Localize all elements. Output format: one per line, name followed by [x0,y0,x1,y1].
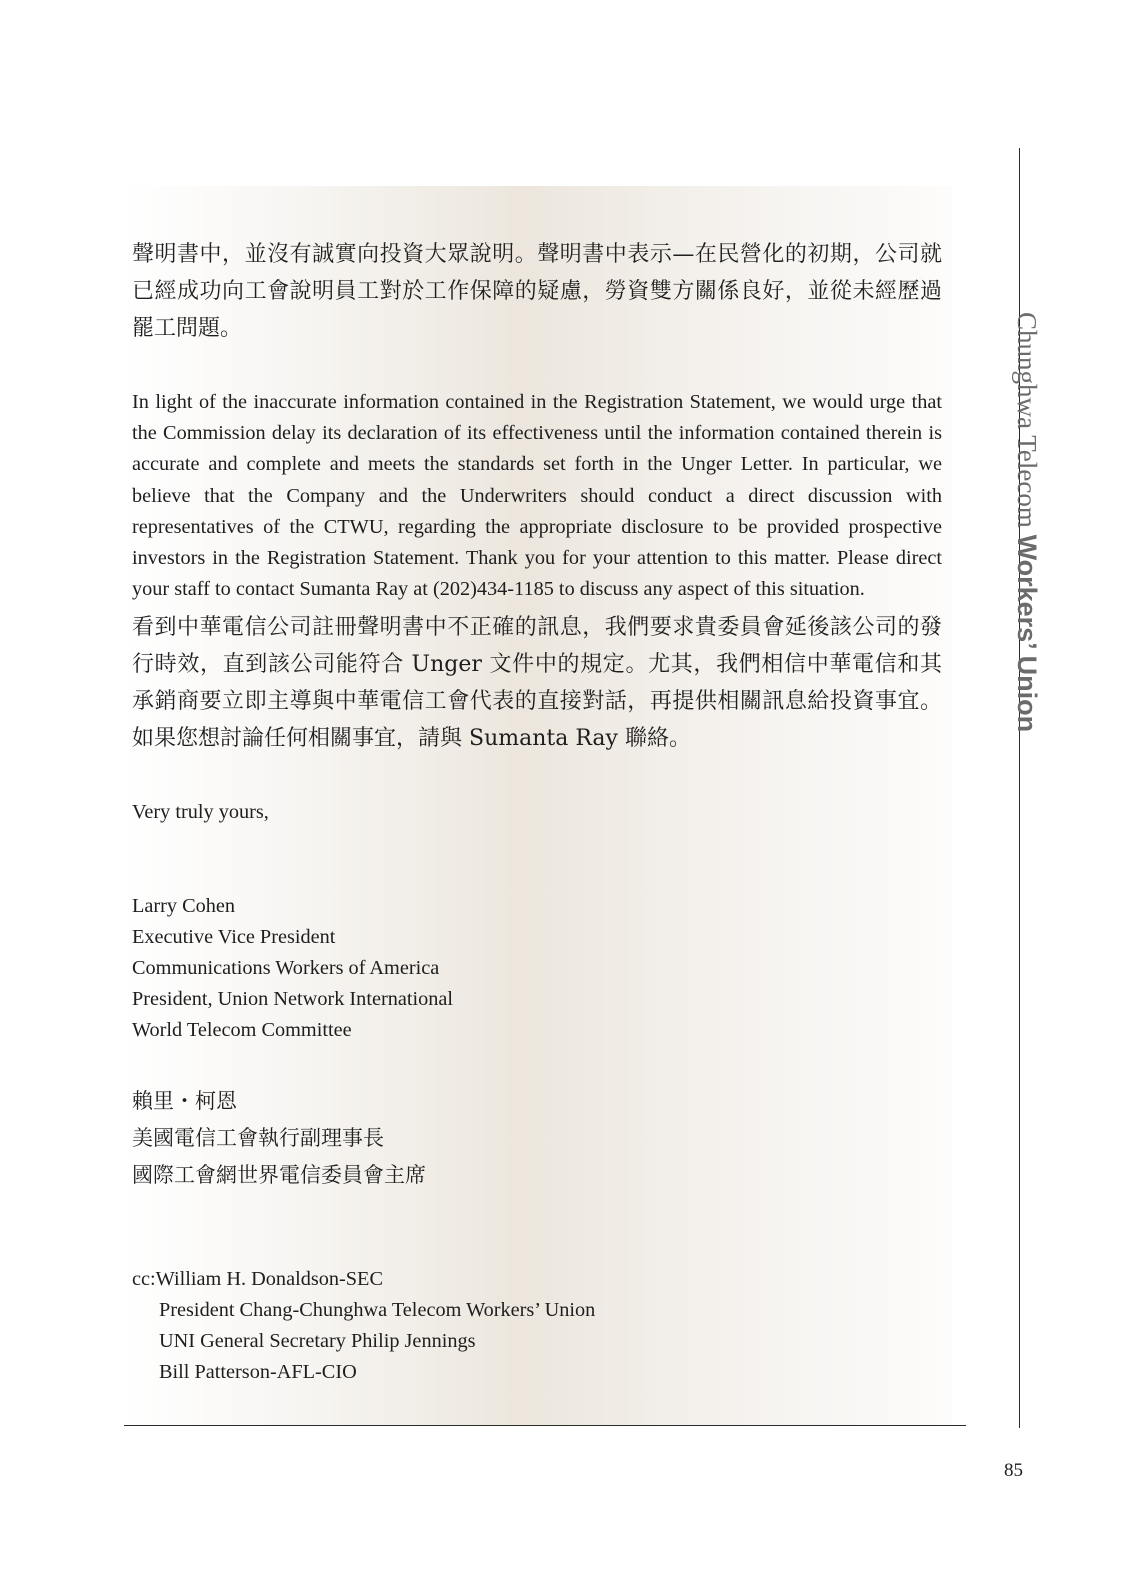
zh-paragraph-1: 聲明書中，並沒有誠實向投資大眾說明。聲明書中表示—在民營化的初期，公司就已經成功向工會說明員工對於工作保障的疑慮，勞資雙方關係良好，並從未經歷過罷工問題。 [132,242,942,341]
signature-zh-block [132,1083,942,1194]
signature-organization: Communications Workers of America [132,957,440,980]
en-paragraph: In light of the inaccurate information contained in the Registration Statement, we would urge that the Commission delay its declaration of its effectiveness until the information contained therein is accurate and complete and meets the standards set forth in the Unger Letter. In particular, we believe that the Company and the Underwriters should conduct a direct discussion with representatives of the CTWU, regarding the appropriate disclosure to be provided prospective investors in the Registration Statement. Thank you for your attention to this matter. Please direct your staff to contact Sumanta Ray at (202)434-1185 to discuss any aspect of this situation. [132,391,942,601]
running-header-light: Chunghwa Telecom [1012,312,1042,535]
cc-first-recipient: cc:William H. Donaldson-SEC [132,1267,383,1290]
signature-title: Executive Vice President [132,925,336,948]
running-header-bold: Workers’ Union [1012,534,1042,733]
spacer [132,757,942,797]
cc-recipient: Bill Patterson-AFL-CIO [159,1361,357,1384]
spacer [132,1194,942,1264]
signature-name: Larry Cohen [132,894,236,917]
cc-recipient: UNI General Secretary Philip Jennings [159,1330,476,1353]
signature-committee: World Telecom Committee [132,1019,352,1042]
bottom-divider-line [124,1425,966,1426]
signature-title-2: President, Union Network International [132,988,454,1011]
spacer [132,347,942,387]
spacer [132,829,942,891]
page-number: 85 [1004,1460,1023,1481]
cc-recipient: President Chang-Chunghwa Telecom Workers’ Union [159,1298,596,1321]
zh-paragraph-2: 看到中華電信公司註冊聲明書中不正確的訊息，我們要求貴委員會延後該公司的發行時效，直到該公司能符合 Unger 文件中的規定。尤其，我們相信中華電信和其承銷商要立即主導與中華電信工會代表的直接對話，再提供相關訊息給投資事宜。如果您想討論任何相關事宜，請與 Sumanta Ray 聯絡。 [132,615,942,752]
signature-en-block [132,891,942,1047]
signature-zh-name: 賴里・柯恩 [132,1088,237,1113]
spacer [132,1047,942,1083]
running-header-vertical [1012,312,1042,732]
cc-block [132,1264,942,1389]
signature-zh-title: 美國電信工會執行副理事長 [132,1125,384,1150]
letter-body [132,236,942,1388]
signature-zh-title-2: 國際工會網世界電信委員會主席 [132,1162,426,1187]
closing-text: Very truly yours, [132,801,269,824]
